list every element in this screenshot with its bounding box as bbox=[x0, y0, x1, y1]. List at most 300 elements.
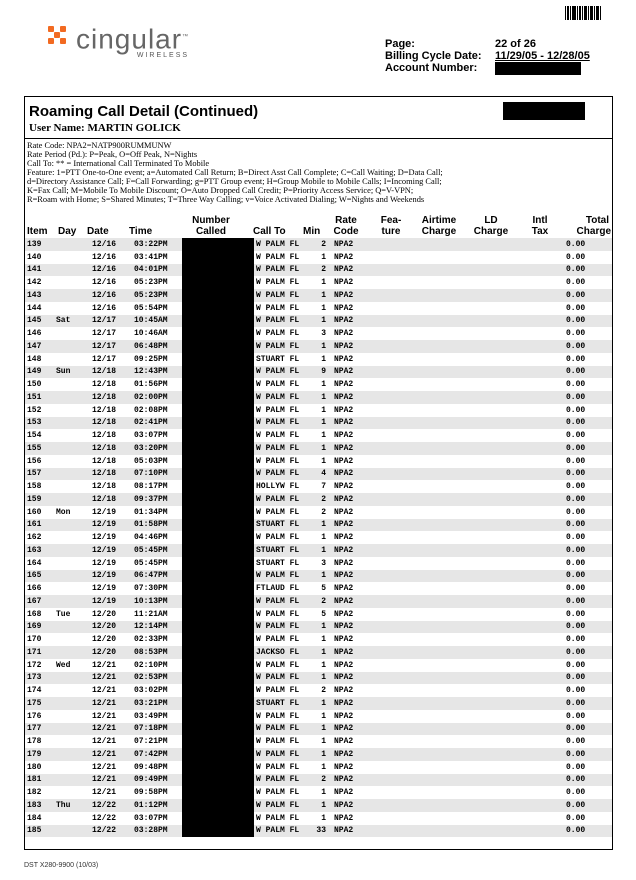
cell-call-to: W PALM FL bbox=[254, 570, 312, 583]
col-min: Min bbox=[303, 226, 321, 237]
cell-blank bbox=[360, 276, 566, 289]
cell-call-to: W PALM FL bbox=[256, 252, 300, 262]
cell-total: 0.00 bbox=[566, 366, 612, 379]
cell-min: 1 bbox=[321, 405, 326, 415]
title-redaction bbox=[503, 102, 585, 120]
cell-total: 0.00 bbox=[566, 646, 612, 659]
cell-item: 177 bbox=[25, 723, 56, 736]
divider bbox=[25, 138, 612, 139]
cell-blank bbox=[360, 429, 566, 442]
col-call-to: Call To bbox=[253, 226, 286, 237]
cell-day bbox=[56, 646, 84, 659]
number-redaction bbox=[182, 391, 254, 404]
cell-blank bbox=[360, 264, 566, 277]
cell-item: 146 bbox=[27, 329, 42, 339]
cell-call-to: STUART FL bbox=[256, 558, 300, 568]
cell-time: 07:18PM bbox=[130, 723, 182, 736]
table-row bbox=[25, 429, 612, 442]
cell-rate: NPA2 bbox=[334, 354, 354, 364]
col-intl-2: Tax bbox=[531, 226, 549, 237]
cell-blank bbox=[360, 353, 566, 366]
cell-item: 183 bbox=[25, 799, 56, 812]
number-redaction bbox=[182, 672, 254, 685]
cell-total: 0.00 bbox=[566, 660, 586, 670]
cell-item: 174 bbox=[27, 686, 42, 696]
number-redaction bbox=[182, 531, 254, 544]
cell-rate: NPA2 bbox=[330, 544, 360, 557]
number-redaction bbox=[182, 238, 254, 251]
cell-item: 161 bbox=[25, 519, 56, 532]
number-redaction bbox=[182, 353, 254, 366]
cell-blank bbox=[360, 531, 566, 544]
number-redaction bbox=[182, 315, 254, 328]
table-row bbox=[25, 723, 612, 736]
cell-date: 12/21 bbox=[84, 723, 130, 736]
cell-call-to: STUART FL bbox=[254, 544, 312, 557]
cell-min: 1 bbox=[312, 646, 330, 659]
cell-rate: NPA2 bbox=[330, 748, 360, 761]
cell-rate: NPA2 bbox=[334, 635, 354, 645]
col-feature-2: ture bbox=[381, 226, 401, 237]
table-row bbox=[25, 774, 612, 787]
cell-call-to: W PALM FL bbox=[254, 723, 312, 736]
cell-call-to: W PALM FL bbox=[256, 303, 300, 313]
cell-item: 144 bbox=[27, 303, 42, 313]
cell-item: 141 bbox=[25, 264, 56, 277]
number-redaction bbox=[182, 404, 254, 417]
cell-time: 05:23PM bbox=[130, 289, 182, 302]
statement-frame bbox=[24, 96, 613, 850]
cell-day bbox=[56, 570, 84, 583]
cell-total: 0.00 bbox=[566, 813, 586, 823]
col-rate-2: Code bbox=[333, 226, 359, 237]
number-redaction bbox=[182, 608, 254, 621]
cell-rate: NPA2 bbox=[334, 431, 354, 441]
number-redaction bbox=[182, 825, 254, 838]
cell-blank bbox=[360, 315, 566, 328]
cell-blank bbox=[360, 378, 566, 391]
col-item: Item bbox=[27, 226, 48, 237]
page-value: 22 of 26 bbox=[495, 38, 536, 50]
cell-date: 12/18 bbox=[84, 468, 130, 481]
number-redaction bbox=[182, 621, 254, 634]
cell-rate: NPA2 bbox=[334, 584, 354, 594]
cell-call-to: STUART FL bbox=[254, 697, 312, 710]
number-redaction bbox=[182, 378, 254, 391]
cell-min: 1 bbox=[321, 711, 326, 721]
table-row bbox=[25, 468, 612, 481]
cell-min: 1 bbox=[321, 278, 326, 288]
cell-date: 12/18 bbox=[92, 431, 117, 441]
table-row bbox=[25, 251, 612, 264]
number-redaction bbox=[182, 429, 254, 442]
cell-call-to: W PALM FL bbox=[254, 672, 312, 685]
col-date: Date bbox=[87, 226, 109, 237]
cell-item: 162 bbox=[27, 533, 42, 543]
cell-total: 0.00 bbox=[566, 391, 612, 404]
cell-blank bbox=[360, 697, 566, 710]
cell-total: 0.00 bbox=[566, 635, 586, 645]
table-row bbox=[25, 276, 612, 289]
cell-total: 0.00 bbox=[566, 315, 612, 328]
cell-day bbox=[56, 595, 84, 608]
cell-day bbox=[56, 340, 84, 353]
cell-item: 184 bbox=[27, 813, 42, 823]
number-redaction bbox=[182, 646, 254, 659]
table-row bbox=[25, 289, 612, 302]
cell-min: 2 bbox=[312, 264, 330, 277]
cell-blank bbox=[360, 633, 566, 646]
cell-time: 03:07PM bbox=[134, 813, 168, 823]
cell-blank bbox=[360, 570, 566, 583]
cell-day bbox=[56, 276, 84, 289]
cell-item: 155 bbox=[25, 442, 56, 455]
cell-time: 04:01PM bbox=[130, 264, 182, 277]
cell-day: Wed bbox=[56, 660, 71, 670]
form-code: DST X280-9900 (10/03) bbox=[24, 862, 99, 869]
number-redaction bbox=[182, 251, 254, 264]
cell-call-to: W PALM FL bbox=[254, 825, 312, 838]
cell-rate: NPA2 bbox=[330, 238, 360, 251]
cell-rate: NPA2 bbox=[334, 405, 354, 415]
cell-date: 12/21 bbox=[84, 672, 130, 685]
cell-date: 12/18 bbox=[84, 493, 130, 506]
cell-blank bbox=[360, 672, 566, 685]
cell-call-to: W PALM FL bbox=[256, 686, 300, 696]
cell-time: 09:49PM bbox=[130, 774, 182, 787]
cell-call-to: W PALM FL bbox=[256, 635, 300, 645]
cell-call-to: W PALM FL bbox=[256, 405, 300, 415]
table-row bbox=[25, 786, 612, 799]
cell-min: 1 bbox=[312, 748, 330, 761]
cell-day: Sun bbox=[56, 366, 84, 379]
cell-min: 1 bbox=[321, 303, 326, 313]
cell-call-to: HOLLYW FL bbox=[256, 482, 300, 492]
cell-rate: NPA2 bbox=[334, 788, 354, 798]
col-number-1: Number bbox=[192, 215, 230, 226]
page-title: Roaming Call Detail (Continued) bbox=[29, 103, 259, 120]
table-row bbox=[25, 570, 612, 583]
cell-call-to: W PALM FL bbox=[254, 493, 312, 506]
cell-call-to: W PALM FL bbox=[256, 507, 300, 517]
legend-line: d=Directory Assistance Call; F=Call Forwarding; g=PTT Group event; H=Group Mobile to Mobile Calls; I=Incoming Call; bbox=[27, 177, 442, 186]
cell-day bbox=[56, 455, 84, 468]
cell-blank bbox=[360, 621, 566, 634]
cell-time: 09:48PM bbox=[134, 762, 168, 772]
cell-rate: NPA2 bbox=[330, 366, 360, 379]
table-row bbox=[25, 480, 612, 493]
cell-blank bbox=[360, 582, 566, 595]
cell-item: 164 bbox=[27, 558, 42, 568]
cell-rate: NPA2 bbox=[334, 252, 354, 262]
cell-min: 1 bbox=[312, 570, 330, 583]
table-row bbox=[25, 710, 612, 723]
col-day: Day bbox=[58, 226, 77, 237]
col-ld-1: LD bbox=[484, 215, 498, 226]
cell-time: 02:08PM bbox=[134, 405, 168, 415]
cell-date: 12/16 bbox=[92, 278, 117, 288]
cell-min: 2 bbox=[321, 507, 326, 517]
cell-day: Mon bbox=[56, 507, 71, 517]
cell-rate: NPA2 bbox=[334, 660, 354, 670]
cell-item: 157 bbox=[25, 468, 56, 481]
legend-line: Call To: ** = International Call Terminated To Mobile bbox=[27, 159, 210, 168]
cell-rate: NPA2 bbox=[330, 417, 360, 430]
number-redaction bbox=[182, 366, 254, 379]
cell-total: 0.00 bbox=[566, 468, 612, 481]
cell-item: 143 bbox=[25, 289, 56, 302]
cell-min: 2 bbox=[312, 493, 330, 506]
table-row bbox=[25, 748, 612, 761]
col-intl-1: Intl bbox=[532, 215, 548, 226]
cell-blank bbox=[360, 455, 566, 468]
cell-time: 03:28PM bbox=[130, 825, 182, 838]
cell-item: 173 bbox=[25, 672, 56, 685]
cell-day bbox=[56, 302, 84, 315]
cell-rate: NPA2 bbox=[330, 442, 360, 455]
cell-date: 12/17 bbox=[92, 329, 117, 339]
number-redaction bbox=[182, 697, 254, 710]
cell-item: 172 bbox=[27, 660, 42, 670]
cell-time: 08:53PM bbox=[130, 646, 182, 659]
cell-date: 12/16 bbox=[84, 264, 130, 277]
cell-blank bbox=[360, 289, 566, 302]
cell-min: 4 bbox=[312, 468, 330, 481]
cell-item: 179 bbox=[25, 748, 56, 761]
cell-date: 12/19 bbox=[84, 519, 130, 532]
cell-item: 165 bbox=[25, 570, 56, 583]
cell-date: 12/19 bbox=[92, 533, 117, 543]
cell-total: 0.00 bbox=[566, 417, 612, 430]
cell-rate: NPA2 bbox=[334, 303, 354, 313]
cell-time: 03:22PM bbox=[130, 238, 182, 251]
cell-blank bbox=[360, 786, 566, 799]
cell-item: 185 bbox=[25, 825, 56, 838]
cell-total: 0.00 bbox=[566, 519, 612, 532]
cell-total: 0.00 bbox=[566, 788, 586, 798]
cell-day bbox=[56, 812, 84, 825]
cell-day bbox=[56, 251, 84, 264]
table-row bbox=[25, 238, 612, 251]
account-redaction bbox=[495, 62, 581, 75]
cell-rate: NPA2 bbox=[334, 609, 354, 619]
cell-date: 12/21 bbox=[92, 737, 117, 747]
cell-rate: NPA2 bbox=[330, 468, 360, 481]
cell-day bbox=[56, 710, 84, 723]
cell-blank bbox=[360, 544, 566, 557]
cell-day bbox=[56, 684, 84, 697]
cell-day: Tue bbox=[56, 609, 71, 619]
cell-min: 1 bbox=[312, 544, 330, 557]
cell-blank bbox=[360, 774, 566, 787]
cell-total: 0.00 bbox=[566, 595, 612, 608]
cell-date: 12/19 bbox=[84, 544, 130, 557]
cell-time: 02:10PM bbox=[134, 660, 168, 670]
cell-date: 12/21 bbox=[92, 788, 117, 798]
cell-item: 151 bbox=[25, 391, 56, 404]
cell-blank bbox=[360, 468, 566, 481]
cell-rate: NPA2 bbox=[334, 482, 354, 492]
cell-call-to: W PALM FL bbox=[254, 391, 312, 404]
cell-item: 160 bbox=[27, 507, 42, 517]
number-redaction bbox=[182, 340, 254, 353]
number-redaction bbox=[182, 659, 254, 672]
cell-total: 0.00 bbox=[566, 711, 586, 721]
barcode bbox=[565, 6, 601, 20]
cell-blank bbox=[360, 442, 566, 455]
number-redaction bbox=[182, 557, 254, 570]
cell-call-to: W PALM FL bbox=[256, 533, 300, 543]
cell-min: 2 bbox=[312, 595, 330, 608]
cell-blank bbox=[360, 302, 566, 315]
cell-min: 1 bbox=[321, 380, 326, 390]
cell-day bbox=[56, 582, 84, 595]
cell-call-to: W PALM FL bbox=[254, 238, 312, 251]
cell-date: 12/18 bbox=[92, 482, 117, 492]
number-redaction bbox=[182, 276, 254, 289]
cell-total: 0.00 bbox=[566, 570, 612, 583]
cell-date: 12/21 bbox=[92, 660, 117, 670]
cell-blank bbox=[360, 519, 566, 532]
cell-call-to: W PALM FL bbox=[254, 289, 312, 302]
number-redaction bbox=[182, 519, 254, 532]
cell-total: 0.00 bbox=[566, 482, 586, 492]
cell-time: 05:45PM bbox=[134, 558, 168, 568]
cell-rate: NPA2 bbox=[330, 519, 360, 532]
cell-call-to: W PALM FL bbox=[256, 431, 300, 441]
legend-line: K=Fax Call; M=Mobile To Mobile Discount; O=Auto Dropped Call Credit; P=Priority Access Service; Q=V-VPN; bbox=[27, 186, 414, 195]
cell-date: 12/18 bbox=[84, 366, 130, 379]
cell-blank bbox=[360, 340, 566, 353]
cycle-label: Billing Cycle Date: bbox=[385, 50, 482, 62]
cell-total: 0.00 bbox=[566, 723, 612, 736]
table-row bbox=[25, 633, 612, 646]
table-row bbox=[25, 366, 612, 379]
cell-min: 1 bbox=[312, 340, 330, 353]
cell-date: 12/22 bbox=[84, 825, 130, 838]
cell-call-to: W PALM FL bbox=[254, 799, 312, 812]
cell-time: 10:45AM bbox=[130, 315, 182, 328]
table-row bbox=[25, 684, 612, 697]
cell-item: 167 bbox=[25, 595, 56, 608]
cell-day bbox=[56, 531, 84, 544]
cell-item: 154 bbox=[27, 431, 42, 441]
cell-total: 0.00 bbox=[566, 609, 586, 619]
cell-blank bbox=[360, 391, 566, 404]
cell-call-to: W PALM FL bbox=[254, 315, 312, 328]
table-row bbox=[25, 340, 612, 353]
col-airtime-2: Charge bbox=[421, 226, 457, 237]
cell-call-to: W PALM FL bbox=[254, 366, 312, 379]
cell-item: 166 bbox=[27, 584, 42, 594]
cell-call-to: W PALM FL bbox=[254, 748, 312, 761]
cell-time: 07:30PM bbox=[134, 584, 168, 594]
cell-day bbox=[56, 544, 84, 557]
cell-total: 0.00 bbox=[566, 405, 586, 415]
cell-total: 0.00 bbox=[566, 303, 586, 313]
cell-item: 178 bbox=[27, 737, 42, 747]
cell-min: 3 bbox=[321, 558, 326, 568]
cell-total: 0.00 bbox=[566, 329, 586, 339]
cell-call-to: W PALM FL bbox=[256, 813, 300, 823]
cell-min: 5 bbox=[321, 609, 326, 619]
cell-time: 11:21AM bbox=[134, 609, 168, 619]
cell-total: 0.00 bbox=[566, 278, 586, 288]
number-redaction bbox=[182, 417, 254, 430]
cell-item: 140 bbox=[27, 252, 42, 262]
number-redaction bbox=[182, 327, 254, 340]
cell-total: 0.00 bbox=[566, 380, 586, 390]
cell-call-to: W PALM FL bbox=[256, 660, 300, 670]
cell-item: 142 bbox=[27, 278, 42, 288]
cell-day bbox=[56, 672, 84, 685]
cell-rate: NPA2 bbox=[330, 289, 360, 302]
number-redaction bbox=[182, 455, 254, 468]
cell-date: 12/21 bbox=[84, 774, 130, 787]
col-airtime-1: Airtime bbox=[421, 215, 457, 226]
cell-time: 05:03PM bbox=[134, 456, 168, 466]
cell-date: 12/18 bbox=[84, 442, 130, 455]
cell-blank bbox=[360, 723, 566, 736]
cell-call-to: STUART FL bbox=[256, 354, 300, 364]
cell-time: 09:25PM bbox=[134, 354, 168, 364]
number-redaction bbox=[182, 786, 254, 799]
cell-total: 0.00 bbox=[566, 289, 612, 302]
cell-day bbox=[56, 468, 84, 481]
cingular-x-icon bbox=[48, 26, 72, 50]
cell-blank bbox=[360, 417, 566, 430]
cell-total: 0.00 bbox=[566, 799, 612, 812]
cell-rate: NPA2 bbox=[334, 558, 354, 568]
cell-total: 0.00 bbox=[566, 737, 586, 747]
cell-blank bbox=[360, 659, 566, 672]
cell-date: 12/20 bbox=[84, 621, 130, 634]
cell-call-to: W PALM FL bbox=[254, 417, 312, 430]
cell-rate: NPA2 bbox=[334, 711, 354, 721]
cell-call-to: W PALM FL bbox=[254, 468, 312, 481]
cell-time: 05:45PM bbox=[130, 544, 182, 557]
cell-item: 150 bbox=[27, 380, 42, 390]
cell-day bbox=[56, 391, 84, 404]
cell-time: 03:21PM bbox=[130, 697, 182, 710]
cell-time: 04:46PM bbox=[134, 533, 168, 543]
cell-rate: NPA2 bbox=[330, 595, 360, 608]
table-row bbox=[25, 302, 612, 315]
table-row bbox=[25, 799, 612, 812]
cell-date: 12/17 bbox=[84, 340, 130, 353]
table-row bbox=[25, 672, 612, 685]
cell-date: 12/18 bbox=[92, 405, 117, 415]
cell-min: 1 bbox=[321, 533, 326, 543]
table-row bbox=[25, 697, 612, 710]
cell-rate: NPA2 bbox=[330, 723, 360, 736]
cell-total: 0.00 bbox=[566, 697, 612, 710]
user-name: User Name: MARTIN GOLICK bbox=[29, 122, 181, 134]
cell-total: 0.00 bbox=[566, 544, 612, 557]
cell-time: 02:53PM bbox=[130, 672, 182, 685]
cell-date: 12/18 bbox=[92, 456, 117, 466]
cell-rate: NPA2 bbox=[330, 697, 360, 710]
cell-time: 03:02PM bbox=[134, 686, 168, 696]
cell-date: 12/18 bbox=[84, 391, 130, 404]
cell-call-to: W PALM FL bbox=[256, 711, 300, 721]
cell-total: 0.00 bbox=[566, 264, 612, 277]
cell-call-to: JACKSO FL bbox=[254, 646, 312, 659]
cell-total: 0.00 bbox=[566, 493, 612, 506]
cell-item: 171 bbox=[25, 646, 56, 659]
number-redaction bbox=[182, 480, 254, 493]
cell-date: 12/21 bbox=[92, 711, 117, 721]
